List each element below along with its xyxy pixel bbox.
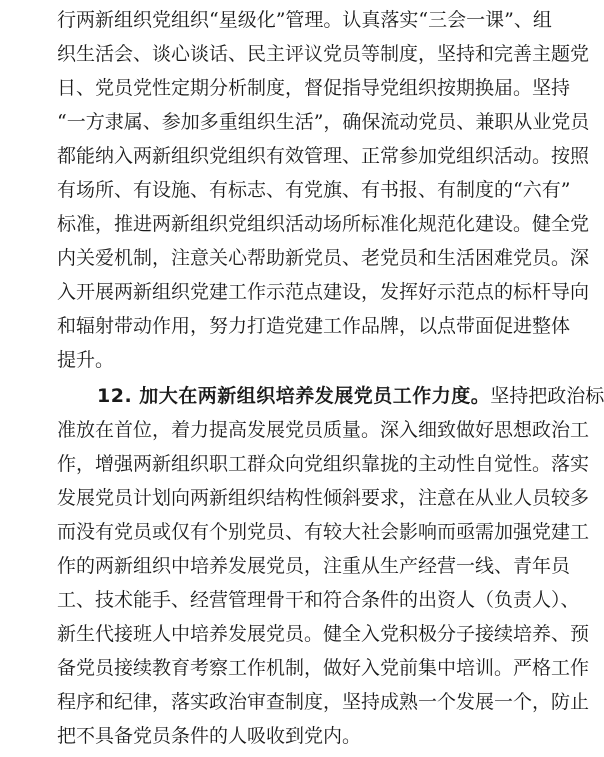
paragraph-1-line: 入开展两新组织党建工作示范点建设，发挥好示范点的标杆导向	[57, 281, 590, 303]
paragraph-2-line: 把不具备党员条件的人吸收到党内。	[57, 725, 362, 747]
paragraph-1-line: 织生活会、谈心谈话、民主评议党员等制度，坚持和完善主题党	[57, 43, 590, 65]
section-heading: 12. 加大在两新组织培养发展党员工作力度。	[97, 385, 491, 407]
paragraph-1-line: 都能纳入两新组织党组织有效管理、正常参加党组织活动。按照	[57, 145, 590, 167]
paragraph-1-line: 行两新组织党组织“星级化”管理。认真落实“三会一课”、组	[57, 9, 552, 31]
paragraph-2-line: 新生代接班人中培养发展党员。健全入党积极分子接续培养、预	[57, 623, 590, 645]
paragraph-2-line: 程序和纪律，落实政治审查制度，坚持成熟一个发展一个，防止	[57, 691, 590, 713]
paragraph-2-first-line	[97, 379, 604, 413]
paragraph-1-line: 标准，推进两新组织党组织活动场所标准化规范化建设。健全党	[57, 213, 590, 235]
paragraph-1-line: 有场所、有设施、有标志、有党旗、有书报、有制度的“六有”	[57, 179, 571, 201]
paragraph-1-line: 日、党员党性定期分析制度，督促指导党组织按期换届。坚持	[57, 77, 571, 99]
paragraph-2-line: 准放在首位，着力提高发展党员质量。深入细致做好思想政治工	[57, 419, 590, 441]
paragraph-2-first-line-rest: 坚持把政治标	[490, 385, 604, 407]
paragraph-2-line: 而没有党员或仅有个别党员、有较大社会影响而亟需加强党建工	[57, 521, 590, 543]
paragraph-2-line: 发展党员计划向两新组织结构性倾斜要求，注意在从业人员较多	[57, 487, 590, 509]
paragraph-2-line: 工、技术能手、经营管理骨干和符合条件的出资人（负责人）、	[57, 589, 580, 611]
paragraph-1-line: 和辐射带动作用，努力打造党建工作品牌，以点带面促进整体	[57, 315, 571, 337]
paragraph-1-line: “一方隶属、参加多重组织生活”，确保流动党员、兼职从业党员	[57, 111, 590, 133]
paragraph-1-line: 内关爱机制，注意关心帮助新党员、老党员和生活困难党员。深	[57, 247, 590, 269]
paragraph-1-line: 提升。	[57, 349, 115, 371]
paragraph-2-line: 备党员接续教育考察工作机制，做好入党前集中培训。严格工作	[57, 657, 590, 679]
paragraph-2-line: 作的两新组织中培养发展党员，注重从生产经营一线、青年员	[57, 555, 571, 577]
paragraph-2-line: 作，增强两新组织职工群众向党组织靠拢的主动性自觉性。落实	[57, 453, 590, 475]
